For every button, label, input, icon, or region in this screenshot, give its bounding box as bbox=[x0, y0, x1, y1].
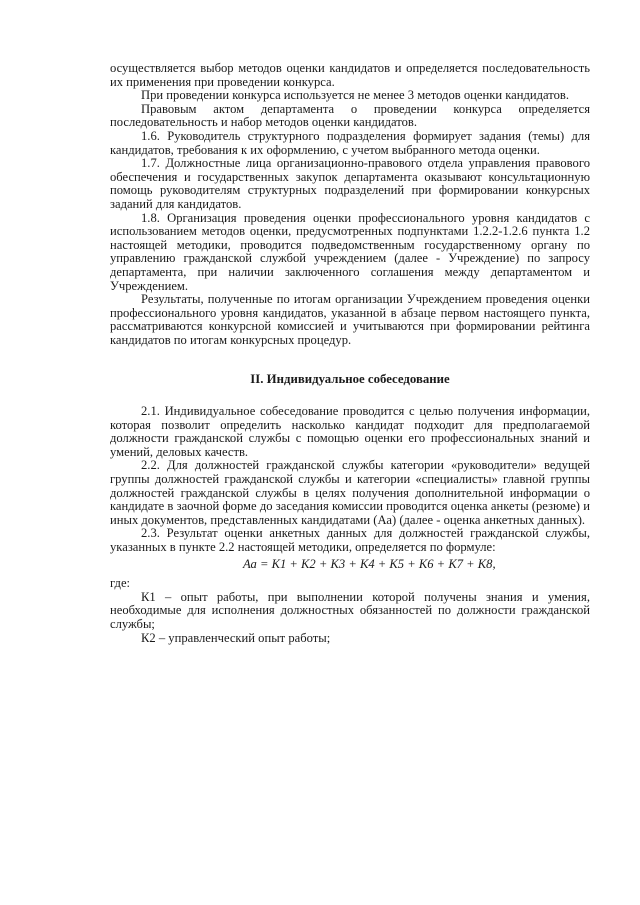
paragraph-legal-act: Правовым актом департамента о проведении конкурса определяется последовательность и набор методов оценки кандидатов. bbox=[110, 101, 590, 130]
paragraph-2-3: 2.3. Результат оценки анкетных данных для должностей гражданской службы, указанных в пункте 2.2 настоящей методики, определяется по формуле: bbox=[110, 526, 590, 554]
where-label: где: bbox=[110, 576, 131, 591]
section-heading: II. Индивидуальное собеседование bbox=[250, 372, 450, 387]
document-body bbox=[110, 62, 590, 645]
paragraph-2-2: 2.2. Для должностей гражданской службы категории «руководители» ведущей группы должностей гражданской службы и категории «специалисты» главной группы должностей гражданской службы в целях получения дополнительной информации о кандидате в заочной форме до заседания комиссии проводится оценка анкеты (резюме) и иных документов, представленных кандидатами (Аа) (далее - оценка анкетных данных). bbox=[110, 458, 590, 527]
paragraph-continuation: осуществляется выбор методов оценки кандидатов и определяется последовательность их применения при проведении конкурса. bbox=[110, 61, 590, 89]
definition-k1: К1 – опыт работы, при выполнении которой получены знания и умения, необходимые для исполнения должностных обязанностей по должности гражданской службы; bbox=[110, 589, 590, 631]
definition-k2: К2 – управленческий опыт работы; bbox=[141, 630, 331, 645]
paragraph-results: Результаты, полученные по итогам организации Учреждением проведения оценки профессионального уровня кандидатов, указанной в абзаце первом настоящего пункта, рассматриваются конкурсной комиссией и учитываются при формировании рейтинга кандидатов по итогам конкурсных процедур. bbox=[110, 292, 590, 347]
formula: Аа = К1 + К2 + К3 + К4 + К5 + К6 + К7 + К8, bbox=[243, 556, 496, 571]
paragraph-2-1: 2.1. Индивидуальное собеседование проводится с целью получения информации, которая позволит определить насколько кандидат подходит для предполагаемой должности гражданской службы с помощью оценки его профессиональных знаний и умений, деловых качеств. bbox=[110, 404, 590, 459]
paragraph-1-7: 1.7. Должностные лица организационно-правового отдела управления правового обеспечения и государственных закупок департамента оказывают консультационную помощь руководителям структурных подразделений при формировании конкурсных заданий для кандидатов. bbox=[110, 156, 590, 211]
paragraph-1-8: 1.8. Организация проведения оценки профессионального уровня кандидатов с использованием методов оценки, предусмотренных подпунктами 1.2.2-1.2.6 пункта 1.2 настоящей методики, проводится подведомственным государственному органу по управлению гражданской службой учреждением (далее - Учреждение) по запросу департамента, при наличии заключенного соглашения между департаментом и Учреждением. bbox=[110, 210, 590, 293]
paragraph-methods-count: При проведении конкурса используется не менее 3 методов оценки кандидатов. bbox=[141, 88, 570, 103]
paragraph-1-6: 1.6. Руководитель структурного подразделения формирует задания (темы) для кандидатов, требования к их оформлению, с учетом выбранного метода оценки. bbox=[110, 128, 590, 157]
